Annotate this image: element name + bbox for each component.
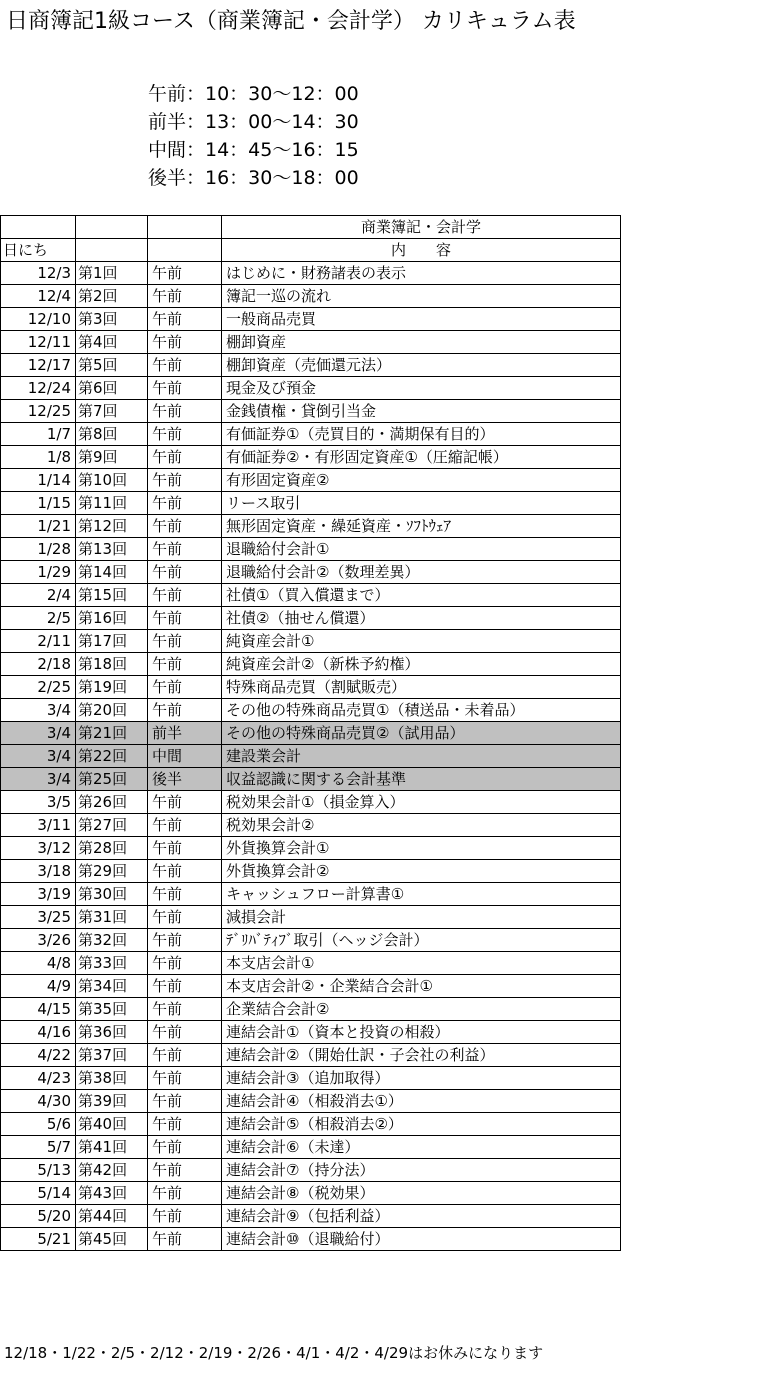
lesson-date: 3/4 (1, 768, 76, 791)
lesson-date: 1/21 (1, 515, 76, 538)
lesson-topic: 本支店会計① (222, 952, 621, 975)
lesson-topic: 税効果会計①（損金算入） (222, 791, 621, 814)
lesson-topic: 連結会計④（相殺消去①） (222, 1090, 621, 1113)
lesson-number: 第25回 (76, 768, 148, 791)
lesson-slot: 午前 (148, 446, 222, 469)
lesson-slot: 午前 (148, 1228, 222, 1251)
table-row (1, 262, 621, 285)
lesson-date: 12/3 (1, 262, 76, 285)
table-row (1, 860, 621, 883)
lesson-topic: 有価証券①（売買目的・満期保有目的） (222, 423, 621, 446)
table-row (1, 469, 621, 492)
table-row (1, 998, 621, 1021)
lesson-date: 3/4 (1, 699, 76, 722)
lesson-topic: 簿記一巡の流れ (222, 285, 621, 308)
lesson-number: 第19回 (76, 676, 148, 699)
lesson-date: 1/14 (1, 469, 76, 492)
lesson-slot: 午前 (148, 515, 222, 538)
lesson-topic: 収益認識に関する会計基準 (222, 768, 621, 791)
lesson-topic: 一般商品売買 (222, 308, 621, 331)
lesson-topic: その他の特殊商品売買②（試用品） (222, 722, 621, 745)
lesson-date: 5/6 (1, 1113, 76, 1136)
lesson-number: 第6回 (76, 377, 148, 400)
table-row (1, 699, 621, 722)
lesson-date: 5/21 (1, 1228, 76, 1251)
lesson-slot: 午前 (148, 791, 222, 814)
lesson-topic: 外貨換算会計② (222, 860, 621, 883)
table-row (1, 1021, 621, 1044)
lesson-number: 第8回 (76, 423, 148, 446)
lesson-date: 3/4 (1, 745, 76, 768)
lesson-date: 1/29 (1, 561, 76, 584)
lesson-topic: 棚卸資産（売価還元法） (222, 354, 621, 377)
lesson-date: 12/24 (1, 377, 76, 400)
lesson-number: 第4回 (76, 331, 148, 354)
lesson-number: 第34回 (76, 975, 148, 998)
lesson-topic: 純資産会計②（新株予約権） (222, 653, 621, 676)
lesson-number: 第22回 (76, 745, 148, 768)
lesson-number: 第16回 (76, 607, 148, 630)
lesson-number: 第31回 (76, 906, 148, 929)
lesson-slot: 午前 (148, 308, 222, 331)
lesson-number: 第20回 (76, 699, 148, 722)
lesson-date: 2/5 (1, 607, 76, 630)
time-slot-first-half: 前半：13：00～14：30 (148, 111, 359, 133)
table-row (1, 607, 621, 630)
table-row (1, 722, 621, 745)
lesson-slot: 中間 (148, 745, 222, 768)
lesson-slot: 午前 (148, 837, 222, 860)
table-row (1, 791, 621, 814)
lesson-topic: 連結会計②（開始仕訳・子会社の利益） (222, 1044, 621, 1067)
lesson-slot: 午前 (148, 1159, 222, 1182)
lesson-slot: 午前 (148, 1113, 222, 1136)
table-row (1, 929, 621, 952)
lesson-slot: 午前 (148, 538, 222, 561)
lesson-topic: 純資産会計① (222, 630, 621, 653)
lesson-date: 3/11 (1, 814, 76, 837)
date-column-header: 日にち (1, 239, 76, 262)
table-row (1, 906, 621, 929)
table-row (1, 1090, 621, 1113)
lesson-number: 第15回 (76, 584, 148, 607)
lesson-number: 第9回 (76, 446, 148, 469)
lesson-topic: 有形固定資産② (222, 469, 621, 492)
lesson-topic: はじめに・財務諸表の表示 (222, 262, 621, 285)
lesson-date: 4/23 (1, 1067, 76, 1090)
lesson-slot: 午前 (148, 561, 222, 584)
lesson-date: 5/20 (1, 1205, 76, 1228)
lesson-date: 12/4 (1, 285, 76, 308)
lesson-number: 第35回 (76, 998, 148, 1021)
lesson-topic: 社債②（抽せん償還） (222, 607, 621, 630)
lesson-topic: 本支店会計②・企業結合会計① (222, 975, 621, 998)
lesson-topic: 連結会計⑦（持分法） (222, 1159, 621, 1182)
lesson-date: 2/11 (1, 630, 76, 653)
table-row (1, 1067, 621, 1090)
table-row (1, 653, 621, 676)
lesson-topic: 連結会計⑧（税効果） (222, 1182, 621, 1205)
lesson-slot: 午前 (148, 285, 222, 308)
time-slot-list (148, 80, 359, 192)
table-row (1, 584, 621, 607)
table-row (1, 1136, 621, 1159)
lesson-slot: 午前 (148, 883, 222, 906)
lesson-topic: 連結会計⑩（退職給付） (222, 1228, 621, 1251)
lesson-number: 第43回 (76, 1182, 148, 1205)
lesson-date: 1/8 (1, 446, 76, 469)
lesson-topic: キャッシュフロー計算書① (222, 883, 621, 906)
table-row (1, 1205, 621, 1228)
lesson-slot: 午前 (148, 1067, 222, 1090)
lesson-number: 第21回 (76, 722, 148, 745)
lesson-slot: 午前 (148, 630, 222, 653)
lesson-number: 第41回 (76, 1136, 148, 1159)
lesson-date: 2/18 (1, 653, 76, 676)
lesson-number: 第13回 (76, 538, 148, 561)
time-slot-second-half: 後半：16：30～18：00 (148, 167, 359, 189)
table-row (1, 1228, 621, 1251)
lesson-topic: 連結会計⑨（包括利益） (222, 1205, 621, 1228)
lesson-number: 第7回 (76, 400, 148, 423)
lesson-number: 第29回 (76, 860, 148, 883)
lesson-number: 第3回 (76, 308, 148, 331)
lesson-slot: 午前 (148, 377, 222, 400)
table-row (1, 446, 621, 469)
lesson-date: 3/4 (1, 722, 76, 745)
table-row (1, 1159, 621, 1182)
lesson-topic: 連結会計⑤（相殺消去②） (222, 1113, 621, 1136)
lesson-number: 第11回 (76, 492, 148, 515)
lesson-number: 第38回 (76, 1067, 148, 1090)
lesson-number: 第1回 (76, 262, 148, 285)
lesson-number: 第12回 (76, 515, 148, 538)
lesson-number: 第5回 (76, 354, 148, 377)
lesson-date: 1/15 (1, 492, 76, 515)
subject-header: 商業簿記・会計学 (222, 216, 621, 239)
table-row (1, 1044, 621, 1067)
lesson-date: 4/30 (1, 1090, 76, 1113)
lesson-slot: 午前 (148, 814, 222, 837)
lesson-topic: 棚卸資産 (222, 331, 621, 354)
table-row (1, 745, 621, 768)
lesson-date: 3/19 (1, 883, 76, 906)
lesson-date: 12/17 (1, 354, 76, 377)
lesson-topic: 現金及び預金 (222, 377, 621, 400)
lesson-date: 4/15 (1, 998, 76, 1021)
lesson-number: 第37回 (76, 1044, 148, 1067)
lesson-slot: 午前 (148, 1090, 222, 1113)
lesson-number: 第45回 (76, 1228, 148, 1251)
lesson-topic: 退職給付会計②（数理差異） (222, 561, 621, 584)
lesson-number: 第44回 (76, 1205, 148, 1228)
lesson-date: 5/7 (1, 1136, 76, 1159)
lesson-slot: 午前 (148, 607, 222, 630)
table-row (1, 331, 621, 354)
time-slot-morning: 午前：10：30～12：00 (148, 83, 359, 105)
holiday-note: 12/18・1/22・2/5・2/12・2/19・2/26・4/1・4/2・4/29はお休みになります (4, 1344, 544, 1362)
lesson-slot: 午前 (148, 998, 222, 1021)
lesson-slot: 午前 (148, 1044, 222, 1067)
table-row (1, 515, 621, 538)
lesson-number: 第42回 (76, 1159, 148, 1182)
table-row (1, 630, 621, 653)
lesson-date: 12/25 (1, 400, 76, 423)
lesson-date: 1/7 (1, 423, 76, 446)
lesson-number: 第28回 (76, 837, 148, 860)
lesson-date: 3/18 (1, 860, 76, 883)
lesson-slot: 午前 (148, 400, 222, 423)
lesson-number: 第32回 (76, 929, 148, 952)
table-row (1, 814, 621, 837)
lesson-topic: リース取引 (222, 492, 621, 515)
lesson-topic: 外貨換算会計① (222, 837, 621, 860)
lesson-number: 第17回 (76, 630, 148, 653)
lesson-date: 4/22 (1, 1044, 76, 1067)
lesson-topic: その他の特殊商品売買①（積送品・未着品） (222, 699, 621, 722)
page-title: 日商簿記1級コース（商業簿記・会計学） カリキュラム表 (6, 9, 576, 34)
lesson-number: 第26回 (76, 791, 148, 814)
table-row (1, 354, 621, 377)
lesson-topic: 税効果会計② (222, 814, 621, 837)
lesson-slot: 午前 (148, 1136, 222, 1159)
lesson-date: 5/14 (1, 1182, 76, 1205)
lesson-topic: 連結会計③（追加取得） (222, 1067, 621, 1090)
table-row (1, 883, 621, 906)
lesson-slot: 午前 (148, 262, 222, 285)
content-column-header: 内 容 (222, 239, 621, 262)
lesson-number: 第2回 (76, 285, 148, 308)
lesson-number: 第14回 (76, 561, 148, 584)
lesson-slot: 午前 (148, 975, 222, 998)
lesson-number: 第30回 (76, 883, 148, 906)
lesson-number: 第33回 (76, 952, 148, 975)
table-row (1, 423, 621, 446)
lesson-number: 第40回 (76, 1113, 148, 1136)
curriculum-table (0, 215, 621, 1251)
lesson-date: 3/12 (1, 837, 76, 860)
lesson-slot: 午前 (148, 469, 222, 492)
lesson-date: 2/25 (1, 676, 76, 699)
lesson-slot: 後半 (148, 768, 222, 791)
lesson-topic: 企業結合会計② (222, 998, 621, 1021)
lesson-slot: 午前 (148, 492, 222, 515)
lesson-date: 5/13 (1, 1159, 76, 1182)
lesson-number: 第10回 (76, 469, 148, 492)
lesson-slot: 午前 (148, 653, 222, 676)
table-row (1, 561, 621, 584)
lesson-topic: 金銭債権・貸倒引当金 (222, 400, 621, 423)
table-row (1, 1182, 621, 1205)
lesson-slot: 午前 (148, 1021, 222, 1044)
lesson-date: 12/10 (1, 308, 76, 331)
lesson-slot: 午前 (148, 331, 222, 354)
lesson-date: 4/9 (1, 975, 76, 998)
lesson-slot: 午前 (148, 1182, 222, 1205)
table-row (1, 538, 621, 561)
table-row (1, 285, 621, 308)
lesson-topic: 建設業会計 (222, 745, 621, 768)
table-row (1, 400, 621, 423)
table-row (1, 768, 621, 791)
lesson-topic: 特殊商品売買（割賦販売） (222, 676, 621, 699)
table-row (1, 377, 621, 400)
lesson-topic: ﾃﾞﾘﾊﾞﾃｨﾌﾞ取引（ヘッジ会計） (222, 929, 621, 952)
table-row (1, 837, 621, 860)
lesson-date: 12/11 (1, 331, 76, 354)
lesson-date: 3/25 (1, 906, 76, 929)
lesson-topic: 無形固定資産・繰延資産・ｿﾌﾄｳｪｱ (222, 515, 621, 538)
lesson-topic: 連結会計①（資本と投資の相殺） (222, 1021, 621, 1044)
lesson-slot: 午前 (148, 699, 222, 722)
table-row (1, 952, 621, 975)
lesson-date: 3/26 (1, 929, 76, 952)
table-header-subject-row (1, 216, 621, 239)
lesson-date: 4/8 (1, 952, 76, 975)
lesson-date: 3/5 (1, 791, 76, 814)
lesson-slot: 午前 (148, 952, 222, 975)
lesson-slot: 午前 (148, 860, 222, 883)
lesson-topic: 退職給付会計① (222, 538, 621, 561)
table-row (1, 975, 621, 998)
lesson-topic: 社債①（買入償還まで） (222, 584, 621, 607)
lesson-number: 第18回 (76, 653, 148, 676)
lesson-number: 第36回 (76, 1021, 148, 1044)
lesson-number: 第39回 (76, 1090, 148, 1113)
table-row (1, 308, 621, 331)
lesson-slot: 前半 (148, 722, 222, 745)
table-row (1, 492, 621, 515)
table-header-row (1, 239, 621, 262)
lesson-slot: 午前 (148, 584, 222, 607)
lesson-slot: 午前 (148, 676, 222, 699)
time-slot-middle: 中間：14：45～16：15 (148, 139, 359, 161)
lesson-slot: 午前 (148, 1205, 222, 1228)
lesson-number: 第27回 (76, 814, 148, 837)
lesson-slot: 午前 (148, 354, 222, 377)
table-row (1, 676, 621, 699)
lesson-slot: 午前 (148, 906, 222, 929)
lesson-date: 4/16 (1, 1021, 76, 1044)
lesson-topic: 有価証券②・有形固定資産①（圧縮記帳） (222, 446, 621, 469)
lesson-date: 1/28 (1, 538, 76, 561)
lesson-topic: 連結会計⑥（未達） (222, 1136, 621, 1159)
lesson-slot: 午前 (148, 929, 222, 952)
lesson-slot: 午前 (148, 423, 222, 446)
lesson-topic: 減損会計 (222, 906, 621, 929)
lesson-date: 2/4 (1, 584, 76, 607)
table-row (1, 1113, 621, 1136)
